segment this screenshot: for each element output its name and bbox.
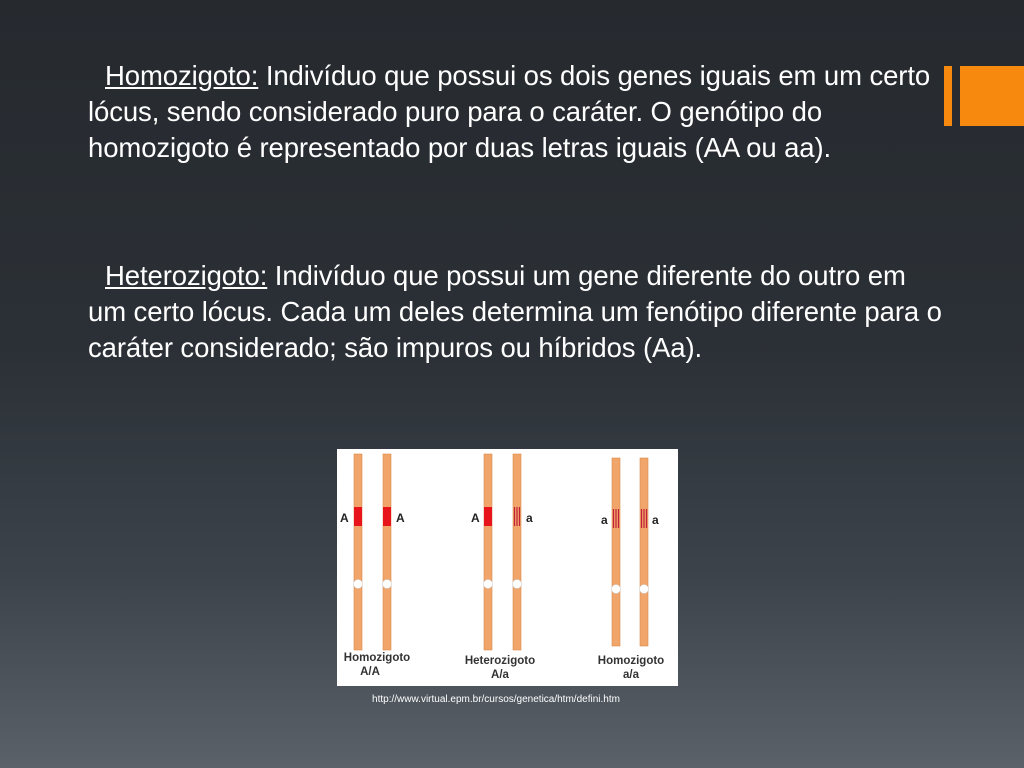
centromere (612, 585, 621, 594)
chromosome-right (383, 454, 391, 650)
chromosome-figure (337, 449, 678, 686)
group-label: Homozigoto (343, 652, 411, 664)
dominant-band (484, 507, 492, 526)
centromere (383, 580, 392, 589)
group-label: Homozigoto (597, 655, 665, 667)
group-genotype: A/a (491, 669, 509, 681)
allele-label-right: a (652, 513, 659, 527)
chromosome-left (612, 458, 620, 646)
paragraph-homozigoto (88, 58, 948, 166)
group-heterozigoto-Aa (465, 454, 535, 681)
group-genotype: A/A (360, 666, 380, 678)
chromosome-right (640, 458, 648, 646)
centromere (354, 580, 363, 589)
group-homozigoto-aa (598, 458, 664, 681)
chromosome-left (484, 454, 492, 650)
centromere (640, 585, 649, 594)
source-url: http://www.virtual.epm.br/cursos/genetica/htm/defini.htm (372, 694, 620, 705)
term-homozigoto: Homozigoto: (105, 60, 259, 91)
definition-homozigoto: Indivíduo que possui os dois genes iguais em um certo lócus, sendo considerado puro para o caráter. O genótipo do homozigoto é representado por duas letras iguais (AA ou aa). (88, 60, 931, 163)
allele-label-left: A (340, 511, 349, 525)
source-caption (0, 694, 1024, 705)
allele-label-right: a (526, 511, 533, 525)
dominant-band (383, 507, 391, 526)
dominant-band (354, 507, 362, 526)
chromosome-diagram (337, 449, 678, 686)
allele-label-left: A (471, 511, 480, 525)
group-genotype: a/a (623, 669, 639, 681)
accent-bar-thick (960, 66, 1024, 126)
centromere (513, 580, 522, 589)
term-heterozigoto: Heterozigoto: (105, 260, 268, 291)
allele-label-right: A (396, 511, 405, 525)
centromere (484, 580, 493, 589)
chromosome-right (513, 454, 521, 650)
chromosome-left (354, 454, 362, 650)
group-label: Heterozigoto (464, 655, 536, 667)
definition-heterozigoto: Indivíduo que possui um gene diferente do outro em um certo lócus. Cada um deles determina um fenótipo diferente para o caráter considerado; são impuros ou híbridos (Aa). (88, 260, 942, 363)
allele-label-left: a (601, 513, 608, 527)
group-homozigoto-AA (340, 454, 410, 678)
paragraph-heterozigoto (88, 258, 948, 366)
